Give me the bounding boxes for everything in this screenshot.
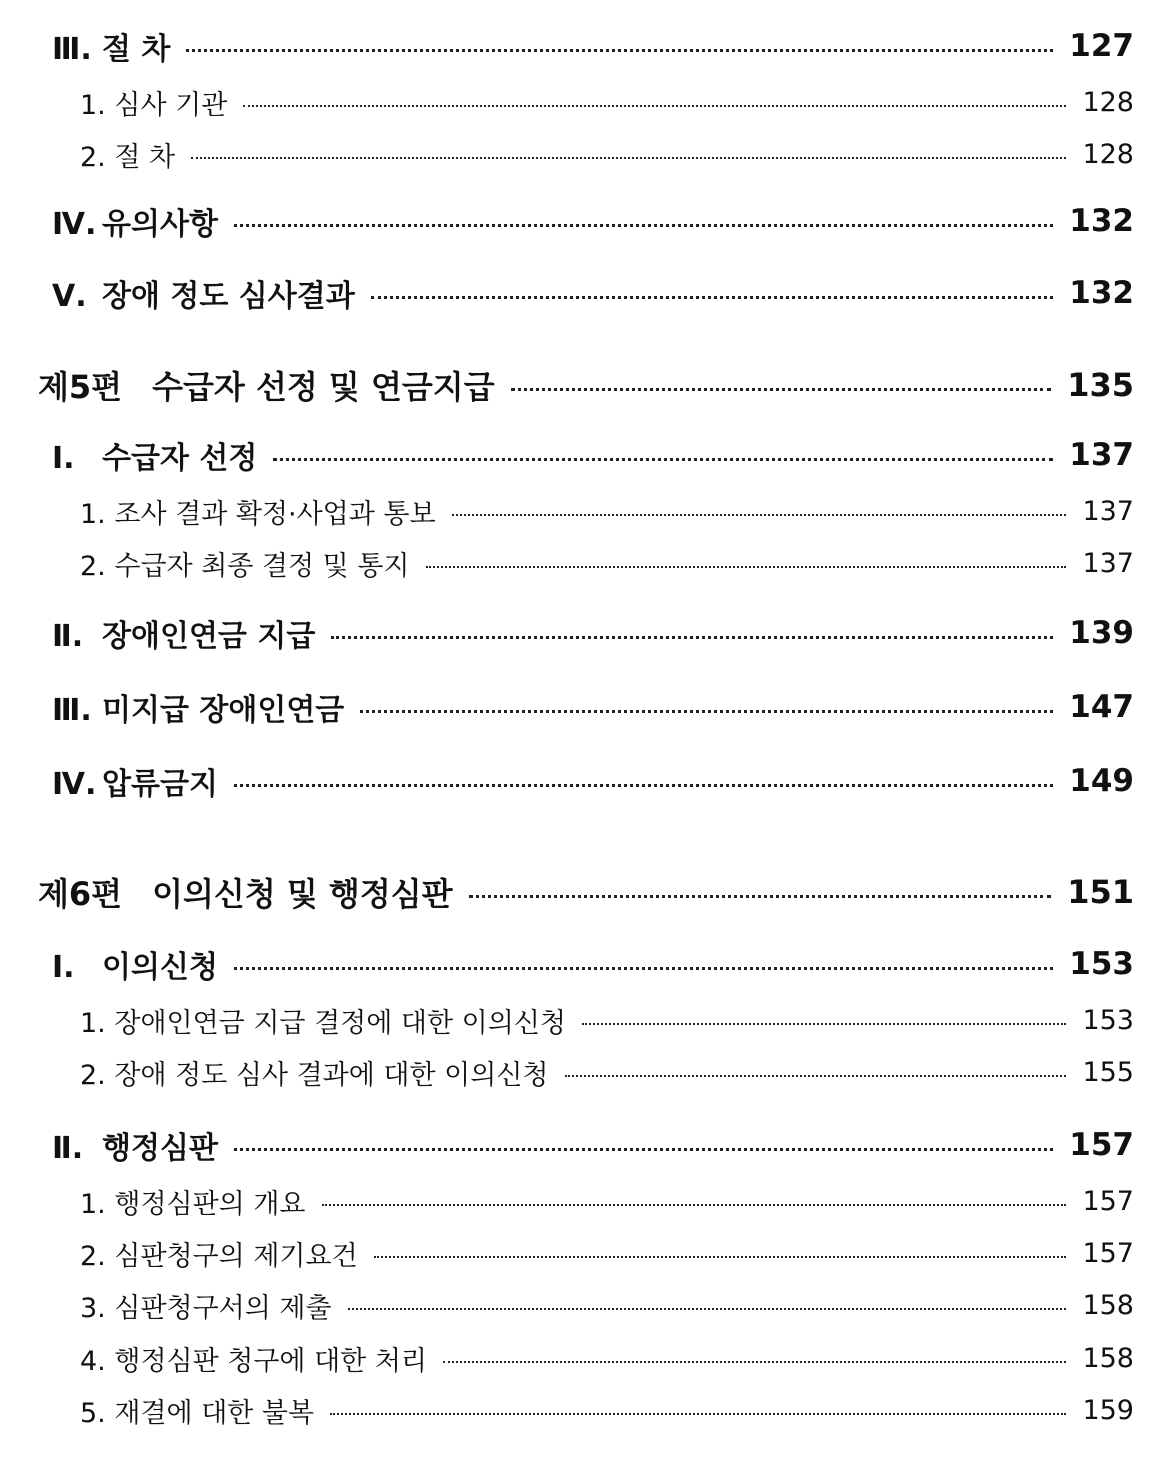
toc-entry-page: 137 — [1082, 495, 1134, 527]
toc-entry[interactable] — [0, 757, 1169, 805]
toc-entry[interactable] — [0, 609, 1169, 657]
toc-entry-number: 1. — [80, 498, 106, 530]
toc-entry-number: Ⅱ. — [52, 619, 84, 654]
toc-entry-title: 행정심판 — [102, 1131, 218, 1166]
dot-leader — [443, 1361, 1066, 1363]
toc-entry-title: 수급자 선정 — [102, 441, 258, 476]
toc-entry-label — [80, 83, 227, 122]
toc-entry-page: 139 — [1069, 615, 1134, 651]
toc-entry-number: 1. — [80, 1007, 106, 1039]
dot-leader — [234, 784, 1053, 787]
dot-leader — [234, 967, 1053, 970]
toc-entry-number: 1. — [80, 1188, 106, 1220]
toc-entry-label — [38, 869, 453, 915]
toc-entry-title: 심사 기관 — [114, 89, 228, 121]
toc-entry-label — [52, 199, 218, 243]
dot-leader — [426, 566, 1067, 568]
toc-entry-page: 132 — [1069, 275, 1134, 311]
toc-entry[interactable] — [0, 80, 1169, 124]
toc-entry-page: 155 — [1082, 1056, 1134, 1088]
toc-part-number: 제5편 — [38, 368, 123, 406]
toc-part[interactable] — [0, 866, 1169, 918]
toc-entry-number: 3. — [80, 1292, 106, 1324]
toc-entry[interactable] — [0, 940, 1169, 988]
toc-entry-label — [80, 492, 436, 531]
toc-entry-label — [80, 1001, 566, 1040]
toc-entry-page: 153 — [1069, 946, 1134, 982]
toc-entry-title: 행정심판 청구에 대한 처리 — [114, 1345, 428, 1377]
toc-entry-page: 137 — [1069, 437, 1134, 473]
toc-entry[interactable] — [0, 998, 1169, 1042]
toc-entry-page: 128 — [1082, 86, 1134, 118]
dot-leader — [331, 636, 1053, 639]
toc-entry[interactable] — [0, 1231, 1169, 1275]
toc-entry-page: 153 — [1082, 1004, 1134, 1036]
toc-entry-number: 1. — [80, 89, 106, 121]
toc-entry-title: 이의신청 및 행정심판 — [152, 875, 453, 913]
toc-entry-label — [80, 1053, 549, 1092]
toc-entry[interactable] — [0, 1179, 1169, 1223]
dot-leader — [186, 49, 1053, 52]
toc-part-number: 제6편 — [38, 875, 123, 913]
toc-entry-page: 159 — [1082, 1394, 1134, 1426]
toc-entry-page: 158 — [1082, 1342, 1134, 1374]
toc-entry-title: 장애 정도 심사 결과에 대한 이의신청 — [114, 1059, 549, 1091]
toc-entry-page: 151 — [1067, 873, 1134, 911]
toc-entry-number: 2. — [80, 550, 106, 582]
toc-entry-number: Ⅲ. — [52, 32, 92, 67]
toc-entry-label — [80, 1182, 306, 1221]
toc-entry-title: 심판청구서의 제출 — [114, 1292, 332, 1324]
toc-entry-label — [80, 1339, 427, 1378]
toc-entry[interactable] — [0, 1336, 1169, 1380]
toc-entry[interactable] — [0, 683, 1169, 731]
dot-leader — [511, 388, 1052, 391]
toc-entry-label — [80, 544, 410, 583]
toc-entry-label — [80, 1391, 314, 1430]
toc-entry-label — [80, 1234, 358, 1273]
toc-entry-page: 149 — [1069, 763, 1134, 799]
toc-entry[interactable] — [0, 197, 1169, 245]
toc-part[interactable] — [0, 359, 1169, 411]
toc-entry-page: 157 — [1082, 1185, 1134, 1217]
toc-entry-page: 127 — [1069, 28, 1134, 64]
toc-entry-label — [52, 1123, 218, 1167]
toc-entry-label — [52, 685, 344, 729]
toc-entry-label — [52, 942, 218, 986]
toc-entry-page: 135 — [1067, 366, 1134, 404]
dot-leader — [273, 458, 1053, 461]
toc-entry[interactable] — [0, 1388, 1169, 1432]
toc-entry-page: 157 — [1069, 1127, 1134, 1163]
dot-leader — [360, 710, 1053, 713]
toc-entry-title: 조사 결과 확정·사업과 통보 — [114, 498, 436, 530]
dot-leader — [322, 1204, 1067, 1206]
toc-entry-label — [80, 1286, 332, 1325]
dot-leader — [234, 224, 1053, 227]
toc-entry-number: Ⅱ. — [52, 1131, 84, 1166]
toc-entry-page: 137 — [1082, 547, 1134, 579]
toc-entry[interactable] — [0, 132, 1169, 176]
toc-entry-title: 절 차 — [102, 32, 171, 67]
toc-entry-number: Ⅳ. — [52, 767, 97, 802]
toc-entry-page: 157 — [1082, 1237, 1134, 1269]
dot-leader — [348, 1308, 1067, 1310]
dot-leader — [234, 1148, 1053, 1151]
dot-leader — [452, 514, 1067, 516]
toc-entry[interactable] — [0, 269, 1169, 317]
toc-entry-title: 장애인연금 지급 결정에 대한 이의신청 — [114, 1007, 567, 1039]
toc-entry[interactable] — [0, 1121, 1169, 1169]
toc-entry-label — [52, 271, 355, 315]
toc-entry-number: 2. — [80, 141, 106, 173]
dot-leader — [371, 296, 1054, 299]
dot-leader — [582, 1023, 1066, 1025]
toc-entry-page: 132 — [1069, 203, 1134, 239]
toc-entry-label — [52, 611, 315, 655]
toc-entry[interactable] — [0, 1050, 1169, 1094]
dot-leader — [565, 1075, 1067, 1077]
toc-entry-number: Ⅴ. — [52, 279, 87, 314]
toc-entry-number: 2. — [80, 1059, 106, 1091]
toc-entry[interactable] — [0, 431, 1169, 479]
dot-leader — [374, 1256, 1067, 1258]
toc-entry-page: 128 — [1082, 138, 1134, 170]
toc-entry-title: 심판청구의 제기요건 — [114, 1240, 358, 1272]
toc-entry[interactable] — [0, 1283, 1169, 1327]
toc-entry-page: 147 — [1069, 689, 1134, 725]
toc-entry-number: 2. — [80, 1240, 106, 1272]
toc-entry-label — [52, 24, 170, 68]
toc-entry-title: 절 차 — [114, 141, 176, 173]
toc-entry-label — [52, 433, 257, 477]
toc-entry-title: 장애 정도 심사결과 — [102, 279, 355, 314]
toc-entry-title: 수급자 최종 결정 및 통지 — [114, 550, 410, 582]
toc-entry-title: 압류금지 — [102, 767, 218, 802]
dot-leader — [243, 105, 1066, 107]
toc-entry-title: 행정심판의 개요 — [114, 1188, 306, 1220]
toc-entry-page: 158 — [1082, 1289, 1134, 1321]
toc-entry-label — [38, 362, 495, 408]
toc-entry-title: 이의신청 — [102, 950, 218, 985]
toc-entry[interactable] — [0, 489, 1169, 533]
toc-entry-number: Ⅰ. — [52, 441, 75, 476]
toc-entry[interactable] — [0, 541, 1169, 585]
dot-leader — [191, 157, 1066, 159]
dot-leader — [330, 1413, 1066, 1415]
toc-entry[interactable] — [0, 22, 1169, 70]
toc-entry-number: Ⅲ. — [52, 693, 92, 728]
toc-entry-title: 수급자 선정 및 연금지급 — [152, 368, 495, 406]
toc-entry-title: 재결에 대한 불복 — [114, 1397, 315, 1429]
toc-entry-title: 미지급 장애인연금 — [102, 693, 345, 728]
toc-entry-number: Ⅰ. — [52, 950, 75, 985]
dot-leader — [469, 895, 1052, 898]
toc-entry-number: 5. — [80, 1397, 106, 1429]
toc-entry-title: 유의사항 — [102, 207, 218, 242]
toc-entry-title: 장애인연금 지급 — [102, 619, 316, 654]
toc-entry-number: Ⅳ. — [52, 207, 97, 242]
toc-entry-label — [52, 759, 218, 803]
toc-entry-number: 4. — [80, 1345, 106, 1377]
toc-entry-label — [80, 135, 175, 174]
